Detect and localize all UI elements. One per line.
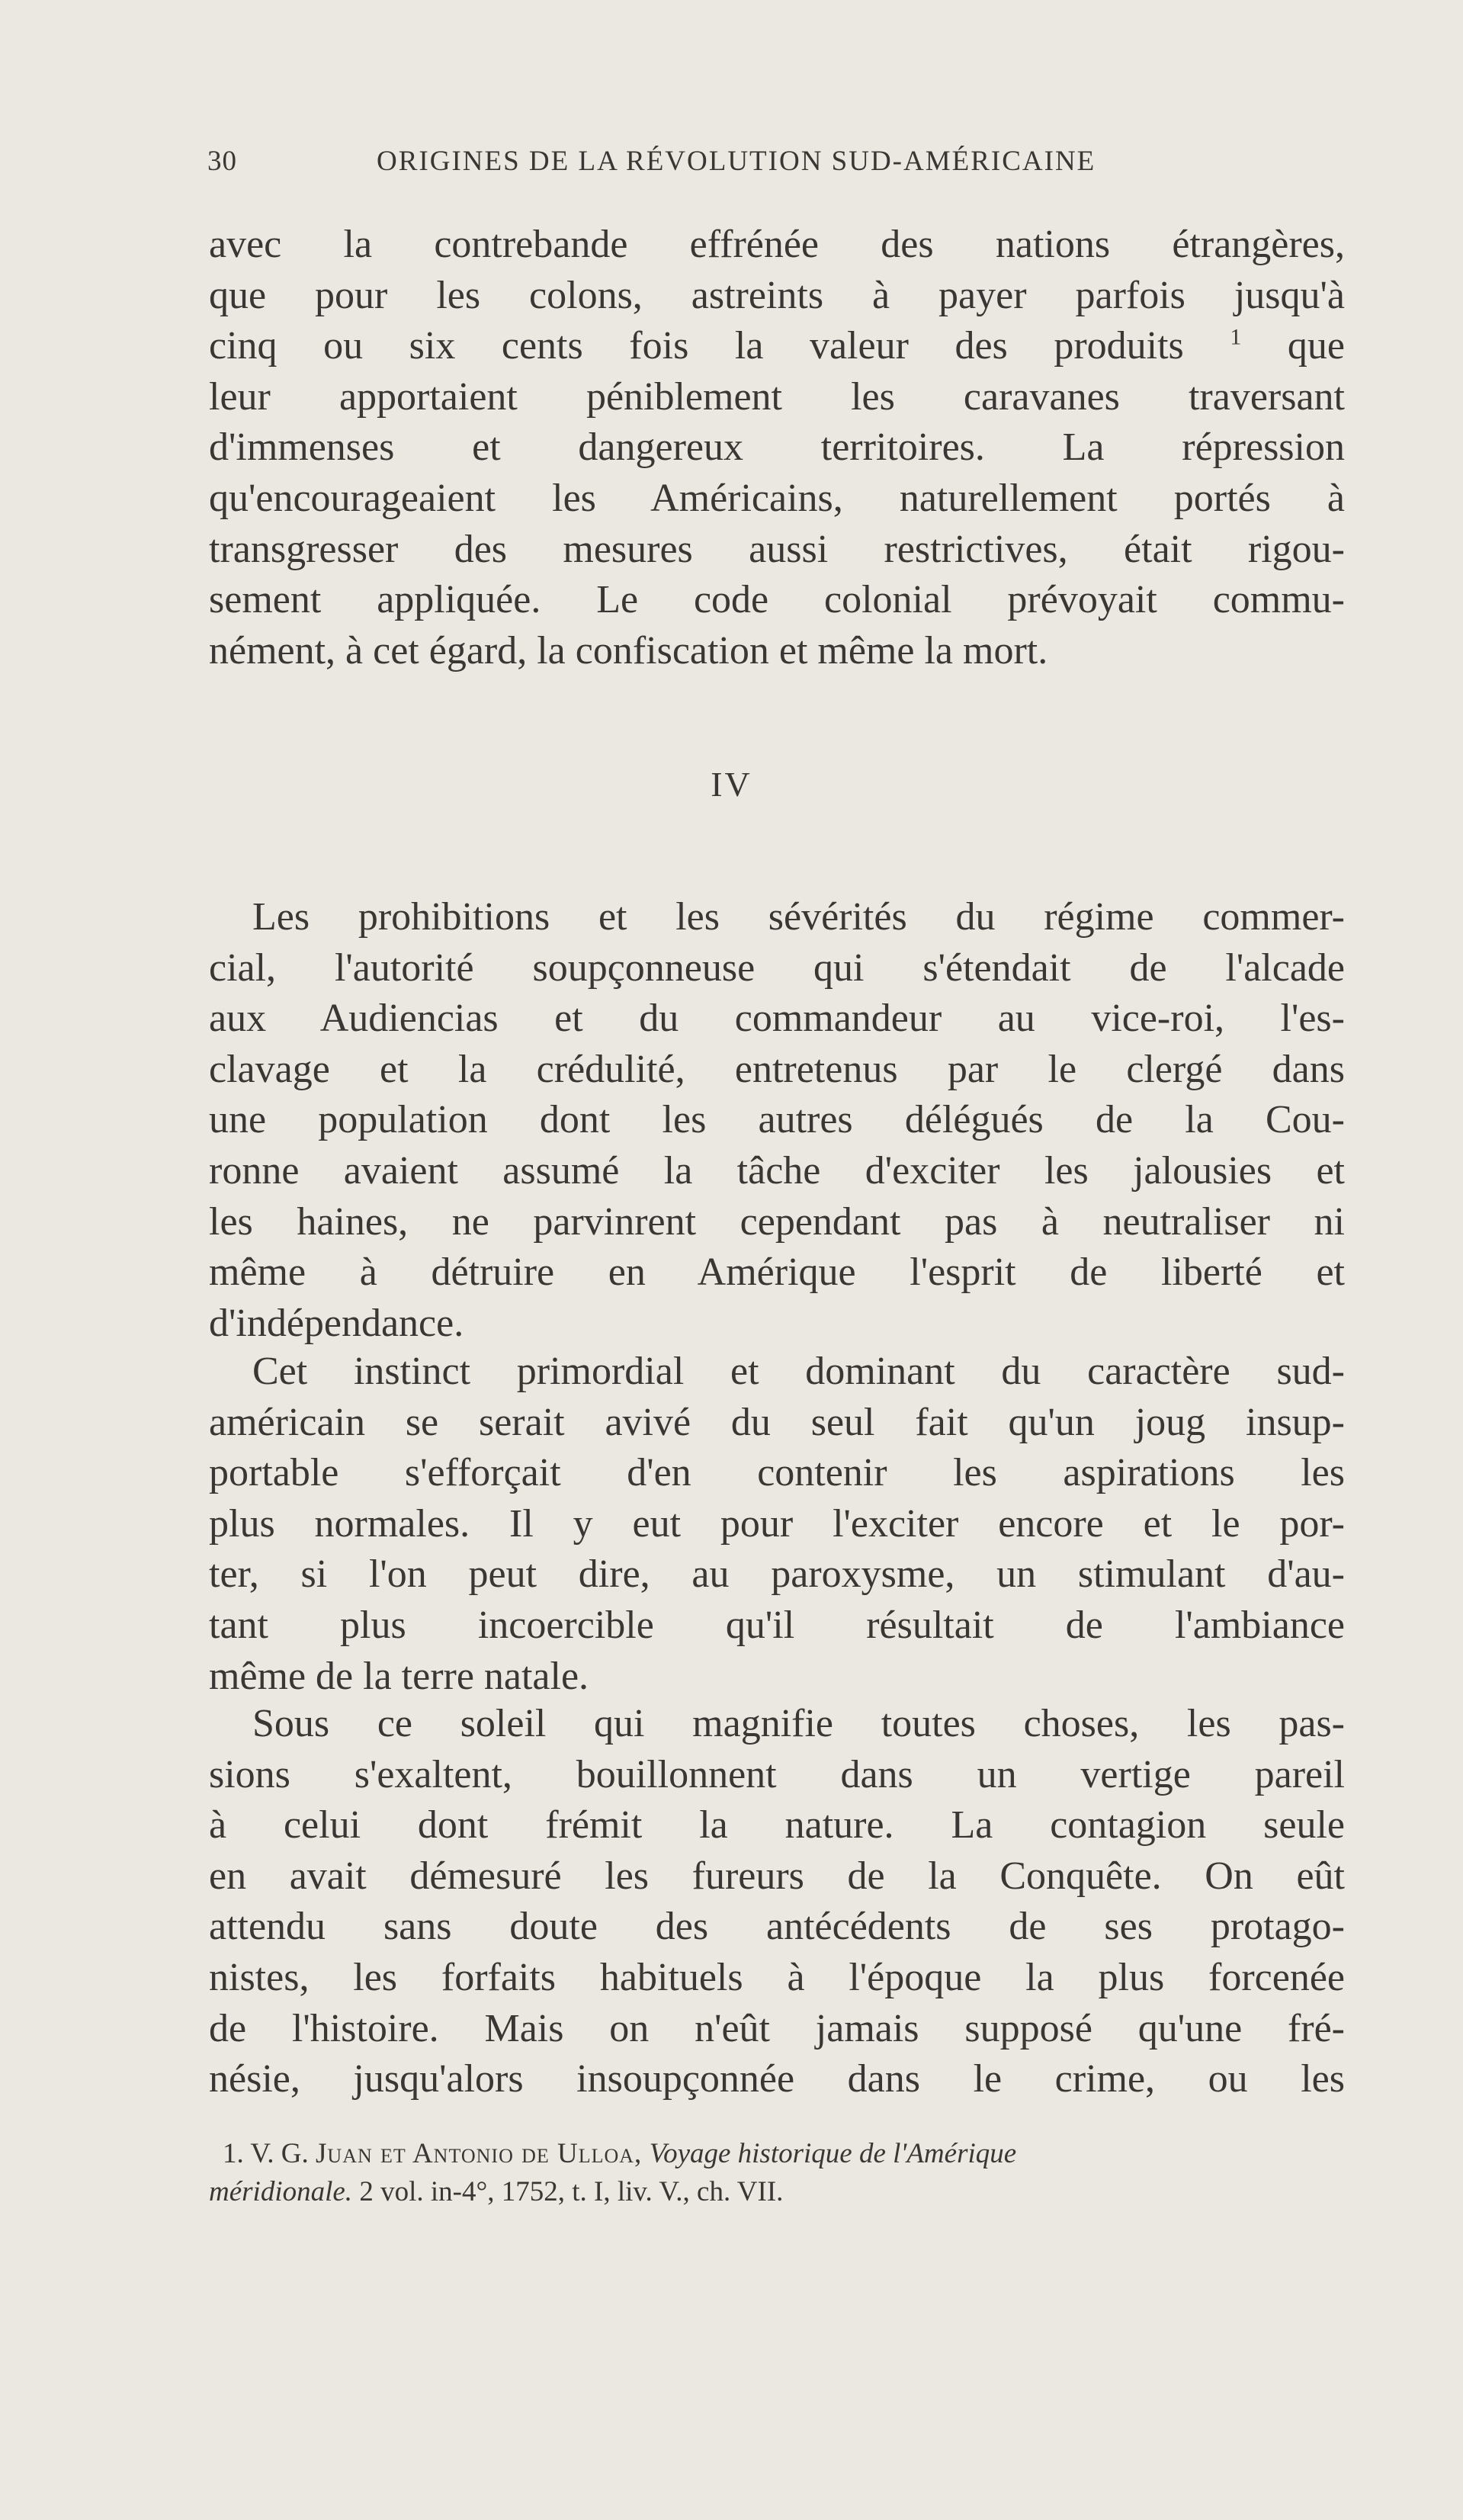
text-line: Sous ce soleil qui magnifie toutes choses, les pas-: [252, 1702, 1345, 1745]
page-number: 30: [207, 146, 237, 177]
text-line: plus normales. Il y eut pour l'exciter encore et le por-: [209, 1501, 1345, 1546]
footnote-line: [209, 2173, 1345, 2211]
paragraph-3: [209, 1347, 1345, 1702]
text-fragment: cinq ou six cents fois la valeur des produits: [209, 324, 1184, 368]
text-line: même de la terre natale.: [209, 1654, 589, 1698]
paragraph-2: [209, 892, 1345, 1349]
text-line: tant plus incoercible qu'il résultait de l'ambiance: [209, 1603, 1345, 1647]
text-line: en avait démesuré les fureurs de la Conquête. On eût: [209, 1854, 1345, 1898]
text-line: d'indépendance.: [209, 1301, 464, 1345]
footnote-marker: 1: [1230, 324, 1242, 350]
text-line: Les prohibitions et les sévérités du régime commer-: [252, 895, 1345, 939]
paragraph-4: [209, 1699, 1345, 2105]
text-line: nément, à cet égard, la confiscation et même la mort.: [209, 628, 1048, 673]
text-line: sions s'exaltent, bouillonnent dans un vertige pareil: [209, 1752, 1345, 1796]
running-title: ORIGINES DE LA RÉVOLUTION SUD-AMÉRICAINE: [377, 146, 1096, 177]
section-heading: IV: [711, 765, 752, 804]
footnote-authors: Juan et Antonio de Ulloa,: [316, 2138, 643, 2169]
text-line: aux Audiencias et du commandeur au vice-roi, l'es-: [209, 997, 1345, 1041]
footnote-prefix: 1. V. G.: [223, 2138, 309, 2169]
text-line: portable s'efforçait d'en contenir les aspirations les: [209, 1451, 1345, 1495]
text-line: que pour les colons, astreints à payer parfois jusqu'à: [209, 273, 1345, 317]
text-line: nésie, jusqu'alors insoupçonnée dans le crime, ou les: [209, 2057, 1345, 2101]
footnote-title-cont: méridionale.: [209, 2176, 353, 2207]
text-line-with-footnote: [209, 321, 1345, 372]
text-line: ronne avaient assumé la tâche d'exciter les jalousies et: [209, 1148, 1345, 1193]
text-line: avec la contrebande effrénée des nations étrangères,: [209, 223, 1345, 266]
text-line: attendu sans doute des antécédents de ses protago-: [209, 1905, 1345, 1949]
text-line: nistes, les forfaits habituels à l'époque la plus forcenée: [209, 1955, 1345, 1999]
text-line: transgresser des mesures aussi restrictives, était rigou-: [209, 527, 1345, 571]
text-line: même à détruire en Amérique l'esprit de liberté et: [209, 1250, 1345, 1295]
text-line: Cet instinct primordial et dominant du caractère sud-: [252, 1350, 1345, 1393]
text-line: leur apportaient péniblement les caravanes traversant: [209, 374, 1345, 419]
text-line: ter, si l'on peut dire, au paroxysme, un stimulant d'au-: [209, 1552, 1345, 1597]
footnote: [209, 2135, 1345, 2211]
text-line: une population dont les autres délégués de la Cou-: [209, 1098, 1345, 1142]
footnote-title: Voyage historique de l'Amérique: [649, 2138, 1017, 2169]
footnote-line: [209, 2135, 1345, 2173]
text-line: d'immenses et dangereux territoires. La répression: [209, 425, 1345, 470]
text-line: de l'histoire. Mais on n'eût jamais supposé qu'une fré-: [209, 2006, 1345, 2050]
text-line: à celui dont frémit la nature. La contagion seule: [209, 1803, 1345, 1847]
text-line: les haines, ne parvinrent cependant pas à neutraliser ni: [209, 1199, 1345, 1244]
text-line: qu'encourageaient les Américains, naturellement portés à: [209, 476, 1345, 520]
paragraph-1: [209, 220, 1345, 676]
text-line: sement appliquée. Le code colonial prévoyait commu-: [209, 578, 1345, 622]
text-line: cial, l'autorité soupçonneuse qui s'étendait de l'alcade: [209, 945, 1345, 990]
footnote-details: 2 vol. in-4°, 1752, t. I, liv. V., ch. VII.: [359, 2176, 784, 2207]
page-header: [204, 137, 1348, 183]
text-fragment: que: [1287, 324, 1345, 368]
text-line: américain se serait avivé du seul fait qu'un joug insup-: [209, 1400, 1345, 1444]
text-line: clavage et la crédulité, entretenus par le clergé dans: [209, 1047, 1345, 1091]
